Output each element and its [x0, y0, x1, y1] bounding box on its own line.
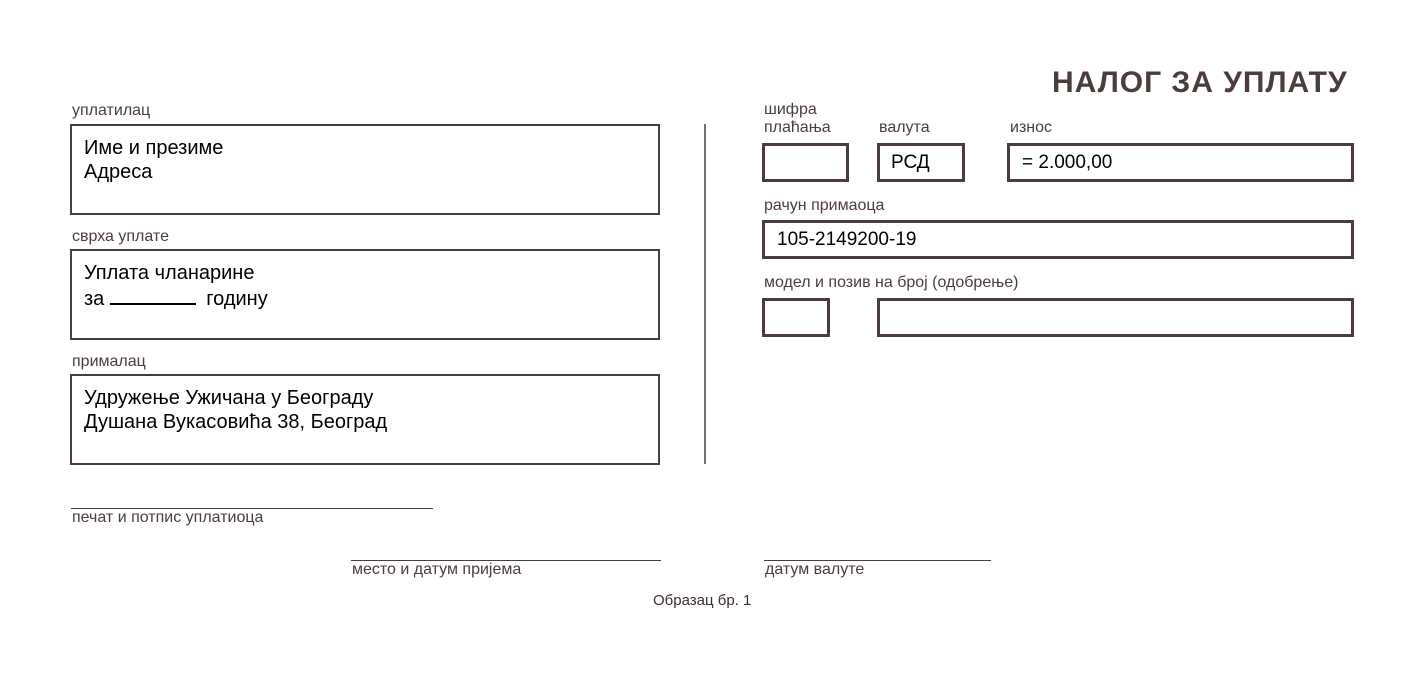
payment-code-field[interactable] [762, 143, 849, 182]
payer-address: Адреса [84, 161, 153, 183]
currency-field[interactable] [877, 143, 965, 182]
currency-value: РСД [891, 152, 930, 173]
purpose-prefix: за [84, 288, 105, 310]
account-label: рачун примаоца [764, 197, 885, 214]
year-blank[interactable] [110, 285, 196, 305]
payment-code-label-line-1: шифра [764, 101, 817, 118]
reference-number-field[interactable] [877, 298, 1354, 337]
recipient-label: прималац [72, 353, 146, 370]
value-date-label: датум валуте [765, 561, 865, 578]
form-number: Образац бр. 1 [653, 592, 752, 609]
currency-label: валута [879, 119, 930, 136]
purpose-label: сврха уплате [72, 228, 169, 245]
purpose-suffix: годину [206, 288, 268, 310]
amount-label: износ [1010, 119, 1053, 136]
payment-code-label-line-2: плаћања [764, 119, 831, 136]
payer-label: уплатилац [72, 102, 151, 119]
model-field[interactable] [762, 298, 830, 337]
form-title: НАЛОГ ЗА УПЛАТУ [1052, 66, 1348, 99]
purpose-box[interactable] [70, 249, 660, 340]
place-date-label: место и датум пријема [352, 561, 522, 578]
payer-box[interactable] [70, 124, 660, 215]
account-value: 105-2149200-19 [777, 229, 917, 250]
payer-name: Име и презиме [84, 137, 224, 159]
model-reference-label: модел и позив на број (одобрење) [764, 274, 1019, 291]
payer-signature-label: печат и потпис уплатиоца [72, 509, 264, 526]
purpose-line-2 [84, 285, 658, 311]
column-divider [704, 124, 706, 464]
account-field[interactable] [762, 220, 1354, 259]
payment-code-label [764, 101, 831, 137]
recipient-address: Душана Вукасовића 38, Београд [84, 411, 388, 433]
recipient-name: Удружење Ужичана у Београду [84, 387, 374, 409]
amount-value: = 2.000,00 [1022, 152, 1113, 173]
recipient-box[interactable] [70, 374, 660, 465]
purpose-line-1: Уплата чланарине [84, 262, 255, 284]
amount-field[interactable] [1007, 143, 1354, 182]
